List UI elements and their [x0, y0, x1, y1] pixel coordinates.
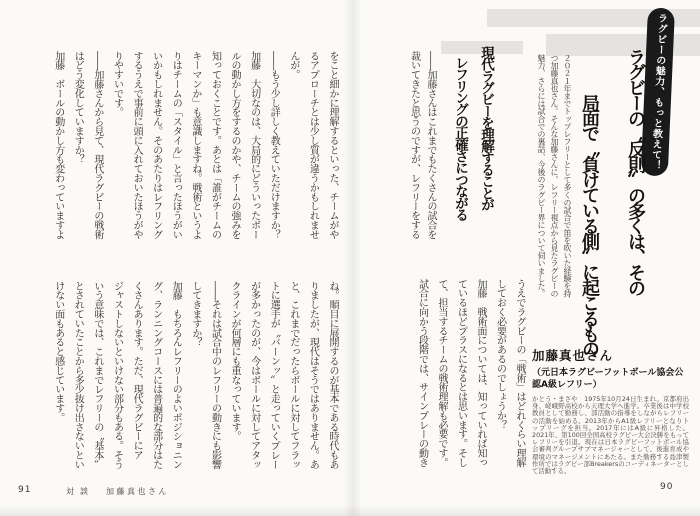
- profile-block: [532, 346, 689, 475]
- text-column: ――加藤さんはこれまでもたくさんの試合を: [425, 51, 436, 240]
- text-column: りやすいです。: [111, 51, 123, 117]
- profile-credential: （元日本ラグビーフットボール協会公認A級レフリー）: [532, 368, 684, 390]
- text-column: ――それは試合中のレフリーの動きにも影響: [209, 281, 221, 470]
- profile-name: 加藤真也さん: [532, 348, 614, 363]
- text-column: キーマンか」も意識しますね。戦術というよ: [189, 51, 201, 240]
- text-column: をこと細かに理解するといった、チームがや: [327, 51, 338, 240]
- text-column: ているほどプラスになるとは思います。そし: [455, 279, 467, 468]
- intro-paragraph: [532, 54, 574, 314]
- text-column: いかもしれません。そのあたりはレフリング: [150, 51, 162, 240]
- text-column: んが。: [287, 51, 299, 80]
- text-column: してきますか？: [189, 281, 201, 347]
- text-column: が多かったのが、今はボールに対してアタッ: [248, 281, 260, 470]
- text-column: 魅力、さらには試合での裏話、今後のラグビー界について伺いました。: [537, 54, 546, 298]
- page90-question-band: [402, 51, 438, 253]
- text-column: グ、ランニングコースには普遍的な部分はた: [150, 281, 162, 470]
- text-column: しておく必要があるのでしょうか？: [494, 279, 506, 430]
- page-number-left: 91: [18, 485, 32, 495]
- text-column: するうえで事前に頭に入れておいたほうがや: [131, 51, 143, 240]
- text-column: トに選手が〝バーンッ〟と走っていくプレー: [268, 281, 280, 470]
- page-gutter-shadow: [344, 0, 362, 516]
- text-column: つ加藤真也さん。そんな加藤さんに、レフリー視点から見たラグビーの: [550, 54, 559, 298]
- text-column: と、これまでだったらボールに対してフラッ: [287, 281, 299, 470]
- text-column: ――加藤さんから見て、現代ラグビーの戦術: [91, 51, 103, 240]
- headline-line2: 局面で〝負けている側〟に起こるもの: [579, 94, 600, 356]
- profile-bio: かとう・まさや 1975年10月24日生まれ。京都府出身。嵯峨野高校から天理大学へ進学。卒業後は中学校教員として勤務し、部活動の指導をしながらレフリーの活動を始める。2013年からA1級レフリーとなりトップリーグを担当。2017年にはA級に昇格した。2021年、第100回全国高校ラグビー大会決勝をもってレフリーを引退。現在は日本ラグビーフットボール協会審判グループサブマネージャーとして、後進育成や環境のマネージメントにあたる。また勤務する島津製作所ではラグビー部Breakersのコーディネーターとして活動する。: [532, 395, 689, 476]
- text-column: 試合に向かう段階では、サインプレーの動き: [416, 279, 428, 468]
- headline-line1: ラグビーの〝反則〟の多くは、その: [625, 48, 646, 295]
- text-column: ジャストしないといけない部分もある。そう: [111, 281, 123, 470]
- text-column: るアプローチとは少し質が違うかもしれませ: [307, 51, 319, 240]
- text-column: とされていたことから多少抜け出さないとい: [72, 281, 84, 470]
- text-column: 知っておくことです。あとは「誰がチームの: [209, 51, 221, 240]
- text-column: 裁いてきたと思うのですが、レフリーをする: [408, 51, 420, 240]
- text-column: ――もう少し詳しく教えていただけますか？: [268, 51, 280, 240]
- text-column: 加藤 ボールの動かし方も変わっていますよ: [52, 51, 64, 240]
- page91-bottom-band: [40, 281, 342, 483]
- text-column: りはチームの「スタイル」と言ったほうがい: [170, 51, 182, 240]
- text-column: 加藤 大切なのは、大局的にどういったボー: [248, 51, 260, 240]
- text-column: ね。順目に展開するのが基本である時代もあ: [327, 281, 338, 470]
- page-number-right: 90: [660, 482, 674, 492]
- text-column: くさんあります。ただ、現代ラグビーにア: [131, 281, 143, 460]
- page91-top-band: [40, 51, 342, 251]
- text-column: うえでラグビーの「戦術」はどれくらい理解: [514, 279, 525, 468]
- section-heading-line2: レフリングの正確さにつながる: [452, 56, 468, 220]
- feature-banner-label: ラグビーの魅力、もっと教えて！: [648, 13, 667, 171]
- text-column: ルの動かし方をするのかや、チームの強みを: [229, 51, 241, 240]
- text-column: けない面もあると感じています。: [52, 281, 64, 423]
- page90-body-band: [405, 279, 529, 481]
- section-heading-line1: 現代ラグビーを理解することが: [478, 46, 494, 210]
- text-column: クラインが何層にも重なっています。: [229, 281, 241, 441]
- text-column: て、担当するチームの戦術理解も必要です。: [436, 279, 447, 468]
- text-column: はどう変化していますか？: [72, 51, 84, 164]
- footer-section-label: 対談: [66, 487, 94, 496]
- page-bottom-edge-shadow: [0, 505, 700, 516]
- text-column: いう意味では、これまでレフリーの〝基本〟: [91, 281, 103, 470]
- text-column: ２０２１年までトップレフリーとして多くの試合で笛を吹いた経験を持: [563, 54, 572, 298]
- text-column: りましたが、現代はそうではありません。あ: [307, 281, 319, 470]
- footer-interviewee-name: 加藤真也さん: [106, 487, 169, 496]
- text-column: 加藤 もちろんレフリーのよいポジショニン: [170, 281, 182, 470]
- text-column: 加藤 戦術面については、知っていれば知っ: [475, 279, 486, 468]
